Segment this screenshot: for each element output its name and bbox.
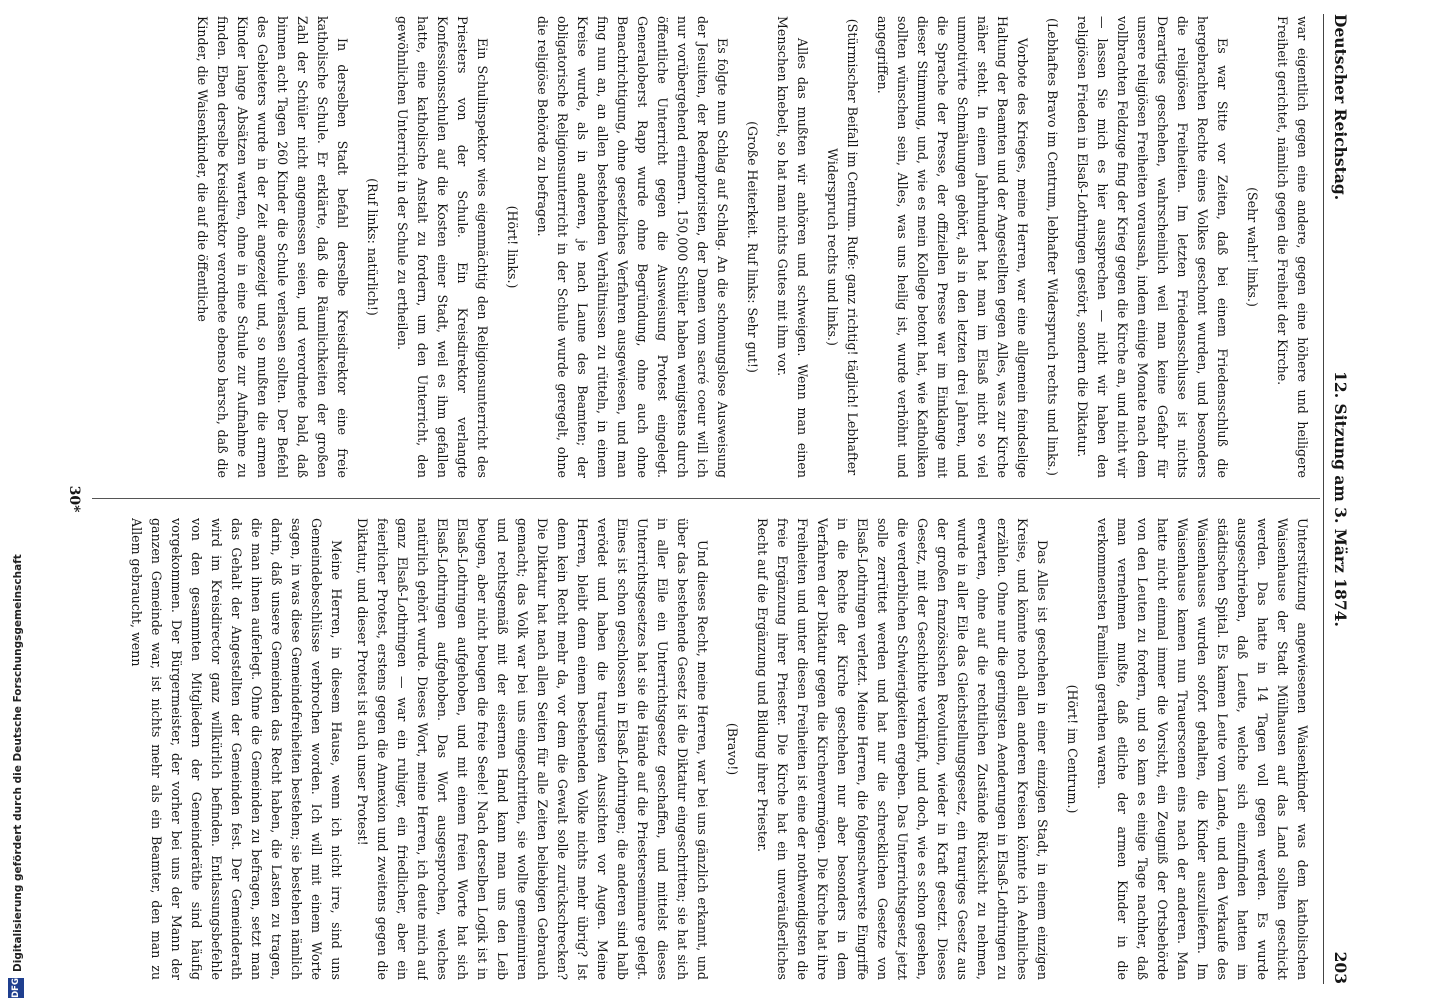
left-column-paragraph: war eigentlich gegen eine andere, gegen eine höhere und heiligere Freiheit gerichtet, nämlich gegen die Freiheit der Kirche. bbox=[1275, 16, 1310, 478]
right-column-paragraph: Meine Herren, in diesem Hause, wenn ich nicht irre, sind uns Gemeindebeschlüsse verbrochen worden. Ich will mit einem Worte sagen, in was diese Gemeindefreiheiten bestehen; sie bestehen nämlich darin, daß unsere Gemeinden das Recht haben, die Lasten zu tragen, die man ihnen auferlegt. Ohne die Gemeinden zu befragen, setzt man das Gehalt der Angestellten der Gemeinden fest. Der Gemeinderath wird im Kreisdirector ganz willkürlich befinden. Entlassungsbefehle von den gesammten Mitgliedern der Gemeinderäthe sind häufig vorgekommen. Der Bürgermeister, der vorher bei uns der Mann der ganzen Gemeinde war, ist nichts mehr als ein Beamter, den man zu Allem gebraucht, wenn bbox=[129, 518, 344, 980]
sheet-signature: 30* bbox=[66, 485, 82, 513]
column-divider bbox=[92, 498, 1320, 499]
header-session: 12. Sitzung am 3. März 1874. bbox=[1331, 371, 1350, 627]
left-column-interjection: (Sehr wahr! links.) bbox=[1245, 187, 1260, 307]
left-column bbox=[92, 16, 1312, 478]
left-column-paragraph: Es folgte nun Schlag auf Schlag. An die schonungslose Ausweisung der Jesuiten, der Redemptoristen, der Damen vom sacré coeur will ich nur vorübergehend erinnern. 150,000 Schüler haben wenigstens durch öffentliche Unterricht gegen die Ausweisung Protest eingelegt. Generaloberst Rapp wurde ohne Begründung, ohne auch ohne Benachrichtigung, ohne gesetzliches Verfahren ausgewiesen, und man fing nun an, an allen bestehenden Verhältnissen zu rütteln, in einem Kreise wurde, als in anderen, je nach Laune des Beamten; der obligatorische Religionsunterricht in der Schule wurde geregelt, ohne die religiöse Behörde zu befragen. bbox=[535, 16, 730, 478]
left-column-paragraph: Es war Sitte vor Zeiten, daß bei einem Friedensschluß die hergebrachten Rechte eines Volkes geschont wurden, und besonders die religiösen Freiheiten. Im letzten Friedensschlusse ist nichts Derartiges geschehen, wahrscheinlich weil man keine Gefahr für unsere religiösen Freiheiten voraussah, indem einige Monate nach dem vollbrachten Feldzuge fing der Krieg gegen die Kirche an, und nicht wir — lassen Sie mich es hier aussprechen — nicht wir haben den religiösen Frieden in Elsaß-Lothringen gestört, sondern die Diktatur. bbox=[1075, 16, 1230, 478]
left-column-interjection: (Lebhaftes Bravo im Centrum, lebhafter Widerspruch rechts und links.) bbox=[1045, 18, 1060, 476]
left-column-interjection: (Große Heiterkeit. Ruf links: Sehr gut!) bbox=[745, 121, 760, 373]
digitization-footer bbox=[0, 0, 40, 1000]
left-column-paragraph: In derselben Stadt befahl derselbe Kreisdirektor eine freie katholische Schule. Er erklärte, daß die Räumlichkeiten der großen Zahl der Schüler nicht angemessen seien, und verordnete bald, daß binnen acht Tagen 260 Kinder die Schule verlassen sollten. Der Befehl des Gebieters wurde in der Zeit angezeigt und, so mußten die armen Kinder lange Absätzen warten, ohne in eine Schule zur Aufnahme zu finden. Eben derselbe Kreisdirektor verordnete ebenso barsch, daß die Kinder, die Waisenkinder, die auf die öffentliche bbox=[195, 16, 350, 478]
right-column bbox=[92, 518, 1312, 980]
scanned-page bbox=[46, 4, 1356, 994]
page-content bbox=[46, 4, 1356, 994]
left-column-paragraph: Ein Schulinspektor wies eigenmächtig den Religionsunterricht des Priesters von der Schule. Ein Kreisdirektor verlangte Konfessionsschulen auf die Kosten einer Stadt, weil es ihm gefallen hatte, eine katholische Anstalt zu fordern, um den Unterricht, den gewöhnlichen Unterricht in der Schule zu ertheilen. bbox=[395, 16, 490, 478]
footer-content bbox=[0, 0, 40, 1000]
left-column-paragraph: Vorbote des Krieges, meine Herren, war eine allgemein feindselige Haltung der Beamten und der Angestellten gegen Alles, was zur Kirche näher steht. In einem Jahrhundert hat man im Elsaß nicht so viel unmotivirte Schmähungen gehört, als in den letzten drei Jahren, und die Sprache der Presse, der offiziellen Presse war im Einklange mit dieser Stimmung, und, wie es mein Kollege betont hat, wie Katholiken sollten wünschen sein, Alles, was uns heilig ist, wurde verhöhnt und angegriffen. bbox=[875, 16, 1030, 478]
left-column-paragraph: Alles das mußten wir anhören und schweigen. Wenn man einen Menschen knebelt, so hat man nichts Gutes mit ihm vor. bbox=[775, 16, 810, 478]
right-column-paragraph: Unterstützung angewiesenen Waisenkinder was dem katholischen Waisenhause der Stadt Mülhausen auf das Land sollten geschickt werden. Das hatte in 14 Tagen voll gegen werden. Es wurde ausgeschrieben, daß Leute, welche sich einzufinden hatten im städtischen Spital. Es kamen Leute vom Lande, und den Verkaufe des Waisenhauses wurden sofort gehalten, die Kinder auszuliefern. Im Waisenhause kamen nun Trauerscenen eins nach der anderen. Man hatte nicht einmal immer die Vorsicht, ein Zeugniß der Ortsbehörde von den Leuten zu fordern, und so kam es einige Tage nachher, daß man vernehmen mußte, daß etliche der armen Kinder in die verkommensten Familien gerathen waren. bbox=[1095, 518, 1310, 980]
footer-credit: Digitalisierung gefördert durch die Deutsche Forschungsgemeinschaft bbox=[12, 554, 24, 972]
right-column-paragraph: Und dieses Recht, meine Herren, war bei uns gänzlich erkannt, und über das bestehende Gesetz ist die Diktatur eingeschritten; sie hat sich in aller Eile ein Unterrichtsgesetz geschaffen, und mittelst dieses Unterrichtsgesetzes hat sie die Hände auf die Priesterseminare gelegt. Eines ist schon geschlossen in Elsaß-Lothringen; die anderen sind halb verödet und haben die traurigsten Aussichten vor Augen. Meine Herren, bleibt denn einem bestehenden Volke nichts mehr übrig? Ist denn kein Recht mehr da, vor dem die Gewalt solle zurückschrecken? Die Diktatur hat nach allen Seiten für alle Zeiten beliebigen Gebrauch gemacht; das Volk war bei uns eingeschritten, sie wollte gemeinniren und rechtsgemäß mit der eisernen Hand kann man uns den Leib beugen, aber nicht beugen die freie Seele! Nach derselben Logik ist in Elsaß-Lothringen aufgehoben, und mit einem freien Worte hat sich Elsaß-Lothringen aufgehoben. Das Wort ausgesprochen, welches natürlich gehört wurde. Dieses Wort, meine Herren, ich deute mich auf ganz Elsaß-Lothringen — war ein ruhiger, ein friedlicher, aber ein feierlicher Protest, erstens gegen die Annexion und zweitens gegen die Diktatur, und dieser Protest ist auch unser Protest! bbox=[355, 518, 710, 980]
right-column-interjection: (Bravo!) bbox=[725, 722, 740, 776]
right-column-interjection: (Hört! im Centrum.) bbox=[1065, 684, 1080, 814]
page-header bbox=[1323, 14, 1354, 984]
dfg-logo-icon: DFG bbox=[8, 978, 24, 998]
left-column-interjection: (Ruf links: natürlich!) bbox=[365, 178, 380, 316]
left-column-interjection: (Hört! links.) bbox=[505, 205, 520, 289]
right-column-paragraph: Das Alles ist geschehen in einer einzigen Stadt, in einem einzigen Kreise, und könnte noch allen anderen Kreisen könnte ich Aehnliches erzählen. Ohne nur die geringsten Aenderungen in Elsaß-Lothringen zu erwarten, ohne auf die rechtlichen Zustände Rücksicht zu nehmen, wurde in aller Eile das Gleichstellungsgesetz, ein trauriges Gesetz aus der großen französischen Revolution, wieder in Kraft gesetzt. Dieses Gesetz, mit der Geschichte verknüpft, und doch, wie es schon gesehen, die verderblichen Schwierigkeiten ergeben. Das Unterrichtsgesetz jetzt solle zerrüttet werden und hat nur die schrecklichen Gesetze von Elsaß-Lothringen verletzt. Meine Herren, die folgenschwerste Eingriffe in die Rechte der Kirche geschehen nur aber besonders in dem Verfahren der Diktatur gegen die Kirchenvermögen. Die Kirche hat ihre Freiheiten und unter diesen Freiheiten ist eine der nothwendigsten die freie Ergänzung ihrer Priester. Die Kirche hat ein unveräußerliches Recht auf die Ergänzung und Bildung ihrer Priester. bbox=[755, 518, 1050, 980]
header-publication: Deutscher Reichstag. bbox=[1331, 14, 1350, 201]
header-page-number: 203 bbox=[1331, 951, 1350, 984]
left-column-interjection: (Stürmischer Beifall im Centrum. Rufe: ganz richtig! täglich! Lebhafter Widerspruch rechts und links.) bbox=[825, 18, 860, 476]
